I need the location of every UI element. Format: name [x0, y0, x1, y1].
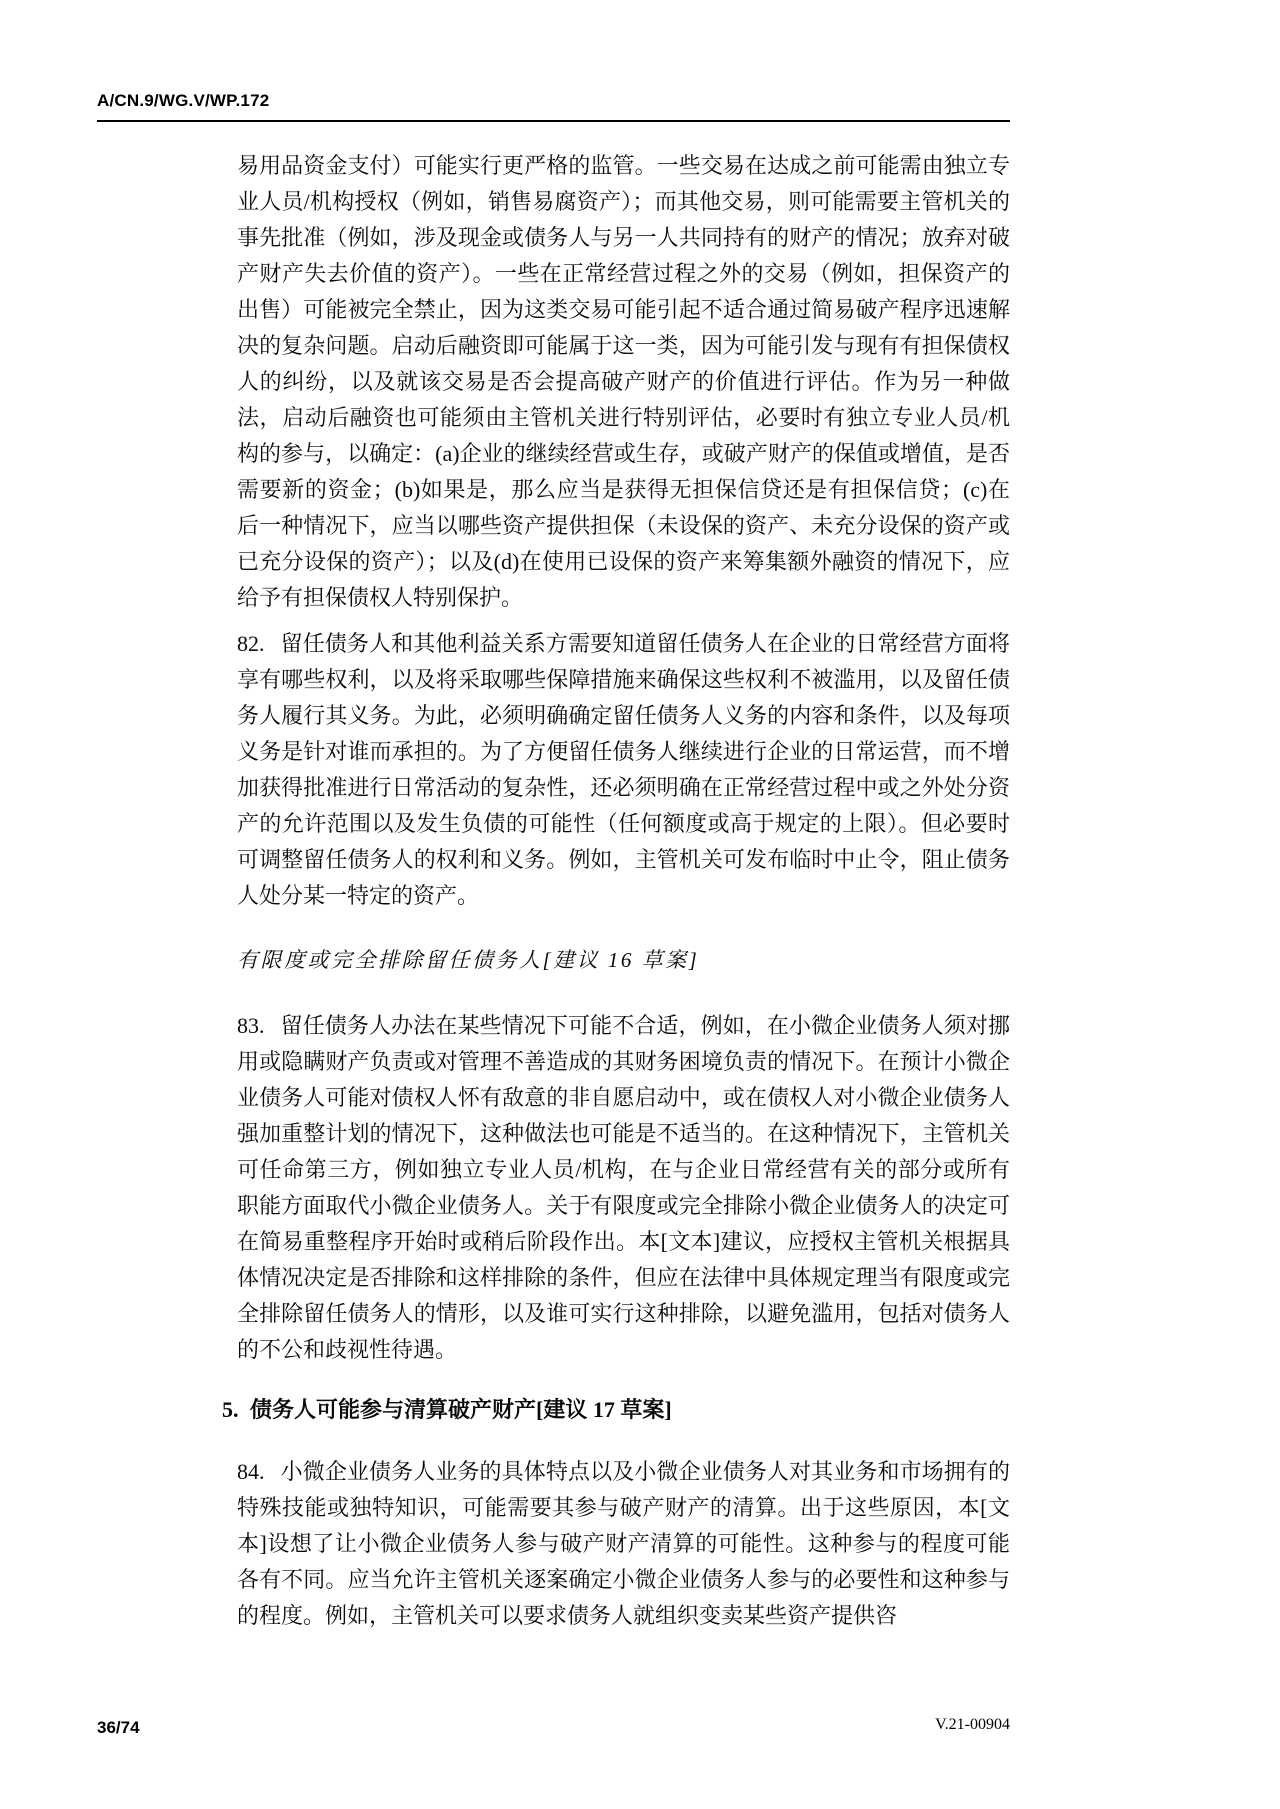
section-heading-5-number: 5. [222, 1397, 239, 1422]
document-code: V.21-00904 [935, 1716, 1010, 1733]
document-symbol: A/CN.9/WG.V/WP.172 [97, 91, 270, 110]
paragraph-84-text: 小微企业债务人业务的具体特点以及小微企业债务人对其业务和市场拥有的特殊技能或独特知识，可能需要其参与破产财产的清算。出于这些原因，本[文本]设想了让小微企业债务人参与破产财产清算的可能性。这种参与的程度可能各有不同。应当允许主管机关逐案确定小微企业债务人参与的必要性和这种参与的程度。例如，主管机关可以要求债务人就组织变卖某些资产提供咨 [237, 1459, 1010, 1628]
document-body [222, 148, 1010, 1634]
paragraph-83-number: 83. [237, 1013, 265, 1038]
paragraph-84 [237, 1454, 1010, 1634]
paragraph-continuation: 易用品资金支付）可能实行更严格的监管。一些交易在达成之前可能需由独立专业人员/机构授权（例如，销售易腐资产）；而其他交易，则可能需要主管机关的事先批准（例如，涉及现金或债务人与另一人共同持有的财产的情况；放弃对破产财产失去价值的资产）。一些在正常经营过程之外的交易（例如，担保资产的出售）可能被完全禁止，因为这类交易可能引起不适合通过简易破产程序迅速解决的复杂问题。启动后融资即可能属于这一类，因为可能引发与现有有担保债权人的纠纷，以及就该交易是否会提高破产财产的价值进行评估。作为另一种做法，启动后融资也可能须由主管机关进行特别评估，必要时有独立专业人员/机构的参与，以确定：(a)企业的继续经营或生存，或破产财产的保值或增值，是否需要新的资金；(b)如果是，那么应当是获得无担保信贷还是有担保信贷；(c)在后一种情况下，应当以哪些资产提供担保（未设保的资产、未充分设保的资产或已充分设保的资产）；以及(d)在使用已设保的资产来筹集额外融资的情况下，应给予有担保债权人特别保护。 [237, 153, 1010, 610]
subheading-recommendation-16: 有限度或完全排除留任债务人[建议 16 草案] [237, 948, 700, 972]
paragraph-83-text: 留任债务人办法在某些情况下可能不合适，例如，在小微企业债务人须对挪用或隐瞒财产负责或对管理不善造成的其财务困境负责的情况下。在预计小微企业债务人可能对债权人怀有敌意的非自愿启动中，或在债权人对小微企业债务人强加重整计划的情况下，这种做法也可能是不适当的。在这种情况下，主管机关可任命第三方，例如独立专业人员/机构，在与企业日常经营有关的部分或所有职能方面取代小微企业债务人。关于有限度或完全排除小微企业债务人的决定可在简易重整程序开始时或稍后阶段作出。本[文本]建议，应授权主管机关根据具体情况决定是否排除和这样排除的条件，但应在法律中具体规定理当有限度或完全排除留任债务人的情形，以及谁可实行这种排除，以避免滥用，包括对债务人的不公和歧视性待遇。 [237, 1013, 1010, 1362]
paragraph-82 [237, 626, 1010, 914]
section-heading-5-text: 债务人可能参与清算破产财产[建议 17 草案] [250, 1397, 672, 1422]
page-number: 36/74 [97, 1718, 140, 1737]
section-heading-5 [222, 1392, 1010, 1428]
paragraph-83 [237, 1008, 1010, 1368]
paragraph-82-text: 留任债务人和其他利益关系方需要知道留任债务人在企业的日常经营方面将享有哪些权利，以及将采取哪些保障措施来确保这些权利不被滥用，以及留任债务人履行其义务。为此，必须明确确定留任债务人义务的内容和条件，以及每项义务是针对谁而承担的。为了方便留任债务人继续进行企业的日常运营，而不增加获得批准进行日常活动的复杂性，还必须明确在正常经营过程中或之外处分资产的允许范围以及发生负债的可能性（任何额度或高于规定的上限）。但必要时可调整留任债务人的权利和义务。例如，主管机关可发布临时中止令，阻止债务人处分某一特定的资产。 [237, 631, 1010, 908]
paragraph-82-number: 82. [237, 631, 265, 656]
paragraph-84-number: 84. [237, 1459, 265, 1484]
header-rule [97, 120, 1010, 122]
